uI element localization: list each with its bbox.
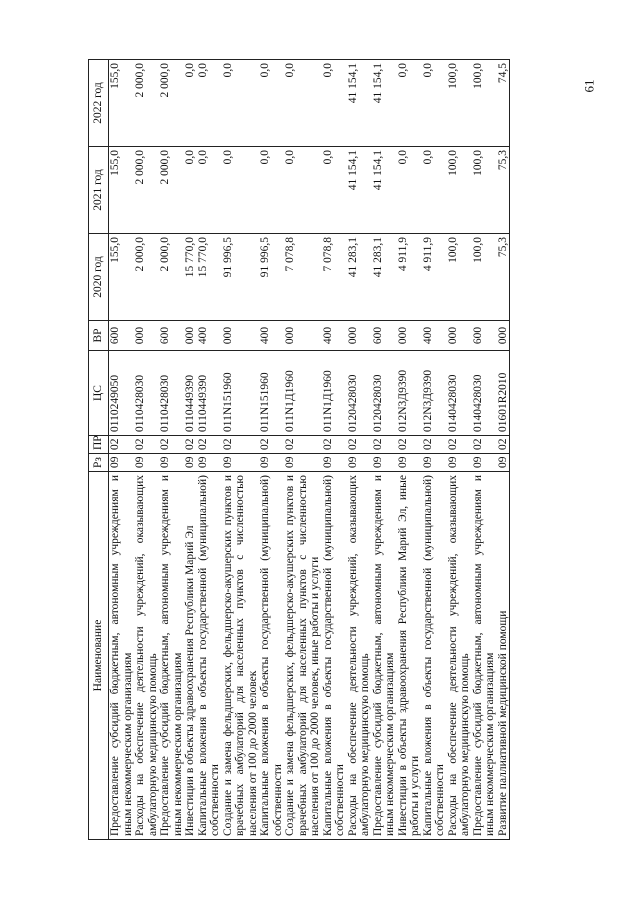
row-2022: 2 000,0 [134,60,159,147]
row-2020: 41 283,1 [372,234,397,321]
row-2021: 0,0 [284,147,322,234]
row-2021: 2 000,0 [134,147,159,234]
row-2020: 7 078,8 [322,234,347,321]
row-2022: 41 154,1 [372,60,397,147]
row-pr: 02 [322,436,347,454]
row-vr: 000 [497,321,510,351]
row-pr: 02 [109,436,135,454]
row-vr: 000 [397,321,422,351]
row-pr: 02 [284,436,322,454]
row-2022: 100,0 [447,60,472,147]
table-row [134,60,159,840]
table-row [447,60,472,840]
header-2022: 2022 год [89,60,109,147]
row-cs: 012N3Д9390 [422,351,447,436]
row-2021: 75,3 [497,147,510,234]
row-2021: 0,0 [322,147,347,234]
row-2021: 0,0 0,0 [184,147,222,234]
row-vr: 400 [259,321,284,351]
row-2020: 91 996,5 [222,234,260,321]
row-vr: 600 [109,321,135,351]
row-cs: 011N1Д1960 [284,351,322,436]
row-2021: 100,0 [472,147,497,234]
row-pr: 02 [347,436,372,454]
row-pr: 02 [259,436,284,454]
row-rz: 09 [159,454,184,472]
row-pr: 02 [397,436,422,454]
row-name: Инвестиции в объекты здравоохранения Республики Марий Эл, иные работы и услуги [397,472,422,840]
header-2020: 2020 год [89,234,109,321]
page-number: 61 [581,79,597,93]
row-pr: 02 [422,436,447,454]
row-2021: 0,0 [422,147,447,234]
row-2022: 0,0 [422,60,447,147]
row-vr: 600 [472,321,497,351]
row-2021: 2 000,0 [159,147,184,234]
table-body [109,60,510,840]
row-name: Предоставление субсидий бюджетным, автономным учреждениям и иным некоммерческим организациям [109,472,135,840]
row-cs: 0120428030 [347,351,372,436]
header-name: Наименование [89,472,109,840]
table-row [497,60,510,840]
row-2022: 0,0 [397,60,422,147]
row-rz: 09 [134,454,159,472]
row-2021: 0,0 [259,147,284,234]
table-row [259,60,284,840]
row-2021: 100,0 [447,147,472,234]
row-rz: 09 [447,454,472,472]
row-2022: 0,0 [259,60,284,147]
header-vr: ВР [89,321,109,351]
row-2021: 41 154,1 [347,147,372,234]
table-row [159,60,184,840]
row-cs: 011N151960 [222,351,260,436]
table-row [322,60,347,840]
row-2020: 75,3 [497,234,510,321]
row-2020: 4 911,9 [422,234,447,321]
row-pr: 02 [159,436,184,454]
row-vr: 000 [284,321,322,351]
row-2020: 15 770,0 15 770,0 [184,234,222,321]
row-2020: 2 000,0 [159,234,184,321]
row-pr: 02 02 [184,436,222,454]
row-vr: 000 [222,321,260,351]
row-cs: 0110428030 [159,351,184,436]
row-vr: 600 [159,321,184,351]
table-row [397,60,422,840]
row-cs: 011N1Д1960 [322,351,347,436]
row-vr: 000 400 [184,321,222,351]
table-row [472,60,497,840]
row-name: Предоставление субсидий бюджетным, автономным учреждениям и иным некоммерческим организациям [472,472,497,840]
row-cs: 0110428030 [134,351,159,436]
row-2020: 155,0 [109,234,135,321]
budget-table [88,59,510,840]
row-vr: 400 [322,321,347,351]
row-cs: 012N3Д9390 [397,351,422,436]
row-name: Инвестиции в объекты здравоохранения Республики Марий Эл Капитальные вложения в объекты государственной (муниципальной) собственности [184,472,222,840]
row-2020: 100,0 [472,234,497,321]
header-pr: ПР [89,436,109,454]
row-pr: 02 [372,436,397,454]
row-2021: 0,0 [397,147,422,234]
header-cs: ЦС [89,351,109,436]
row-rz: 09 [372,454,397,472]
row-vr: 400 [422,321,447,351]
row-cs: 01601R2010 [497,351,510,436]
row-rz: 09 [422,454,447,472]
row-2020: 7 078,8 [284,234,322,321]
row-2020: 91 996,5 [259,234,284,321]
row-rz: 09 [472,454,497,472]
row-name: Капитальные вложения в объекты государственной (муниципальной) собственности [259,472,284,840]
row-name: Капитальные вложения в объекты государственной (муниципальной) собственности [422,472,447,840]
row-name: Создание и замена фельдшерских, фельдшерско-акушерских пунктов и врачебных амбулаторий для населенных пунктов с численностью населения от 100 до 2000 человек [222,472,260,840]
row-2022: 74,5 [497,60,510,147]
row-pr: 02 [447,436,472,454]
row-2022: 0,0 [284,60,322,147]
budget-table-container [88,60,618,840]
row-2020: 100,0 [447,234,472,321]
row-name: Предоставление субсидий бюджетным, автономным учреждениям и иным некоммерческим организациям [372,472,397,840]
row-rz: 09 [497,454,510,472]
row-2021: 155,0 [109,147,135,234]
row-vr: 600 [372,321,397,351]
table-row [222,60,260,840]
row-2022: 0,0 0,0 [184,60,222,147]
row-name: Расходы на обеспечение деятельности учреждений, оказывающих амбулаторную медицинскую помощь [134,472,159,840]
row-2022: 2 000,0 [159,60,184,147]
table-row [109,60,135,840]
row-name: Капитальные вложения в объекты государственной (муниципальной) собственности [322,472,347,840]
row-2022: 41 154,1 [347,60,372,147]
header-rz: Рз [89,454,109,472]
row-2022: 0,0 [322,60,347,147]
table-header-row [89,60,109,840]
row-vr: 000 [347,321,372,351]
row-rz: 09 [322,454,347,472]
table-row [372,60,397,840]
row-rz: 09 09 [184,454,222,472]
row-cs: 0140428030 [447,351,472,436]
row-vr: 000 [134,321,159,351]
row-2022: 0,0 [222,60,260,147]
row-2020: 4 911,9 [397,234,422,321]
row-rz: 09 [284,454,322,472]
header-2021: 2021 год [89,147,109,234]
row-2022: 155,0 [109,60,135,147]
row-2022: 100,0 [472,60,497,147]
table-row [284,60,322,840]
row-pr: 02 [222,436,260,454]
table-row [422,60,447,840]
row-rz: 09 [397,454,422,472]
row-cs: 0110249050 [109,351,135,436]
row-name: Расходы на обеспечение деятельности учреждений, оказывающих амбулаторную медицинскую помощь [347,472,372,840]
row-name: Развитие паллиативной медицинской помощи [497,472,510,840]
row-rz: 09 [347,454,372,472]
row-pr: 02 [134,436,159,454]
row-vr: 000 [447,321,472,351]
row-name: Предоставление субсидий бюджетным, автономным учреждениям и иным некоммерческим организациям [159,472,184,840]
table-row [347,60,372,840]
row-2021: 0,0 [222,147,260,234]
row-2020: 41 283,1 [347,234,372,321]
row-name: Создание и замена фельдшерских, фельдшерско-акушерских пунктов и врачебных амбулаторий для населенных пунктов с численностью населения от 100 до 2000 человек, иные работы и услуги [284,472,322,840]
row-pr: 02 [497,436,510,454]
row-cs: 0120428030 [372,351,397,436]
row-pr: 02 [472,436,497,454]
row-rz: 09 [222,454,260,472]
row-cs: 0110449390 0110449390 [184,351,222,436]
row-rz: 09 [259,454,284,472]
row-rz: 09 [109,454,135,472]
row-2021: 41 154,1 [372,147,397,234]
row-name: Расходы на обеспечение деятельности учреждений, оказывающих амбулаторную медицинскую помощь [447,472,472,840]
table-row [184,60,222,840]
row-cs: 011N151960 [259,351,284,436]
row-cs: 0140428030 [472,351,497,436]
row-2020: 2 000,0 [134,234,159,321]
